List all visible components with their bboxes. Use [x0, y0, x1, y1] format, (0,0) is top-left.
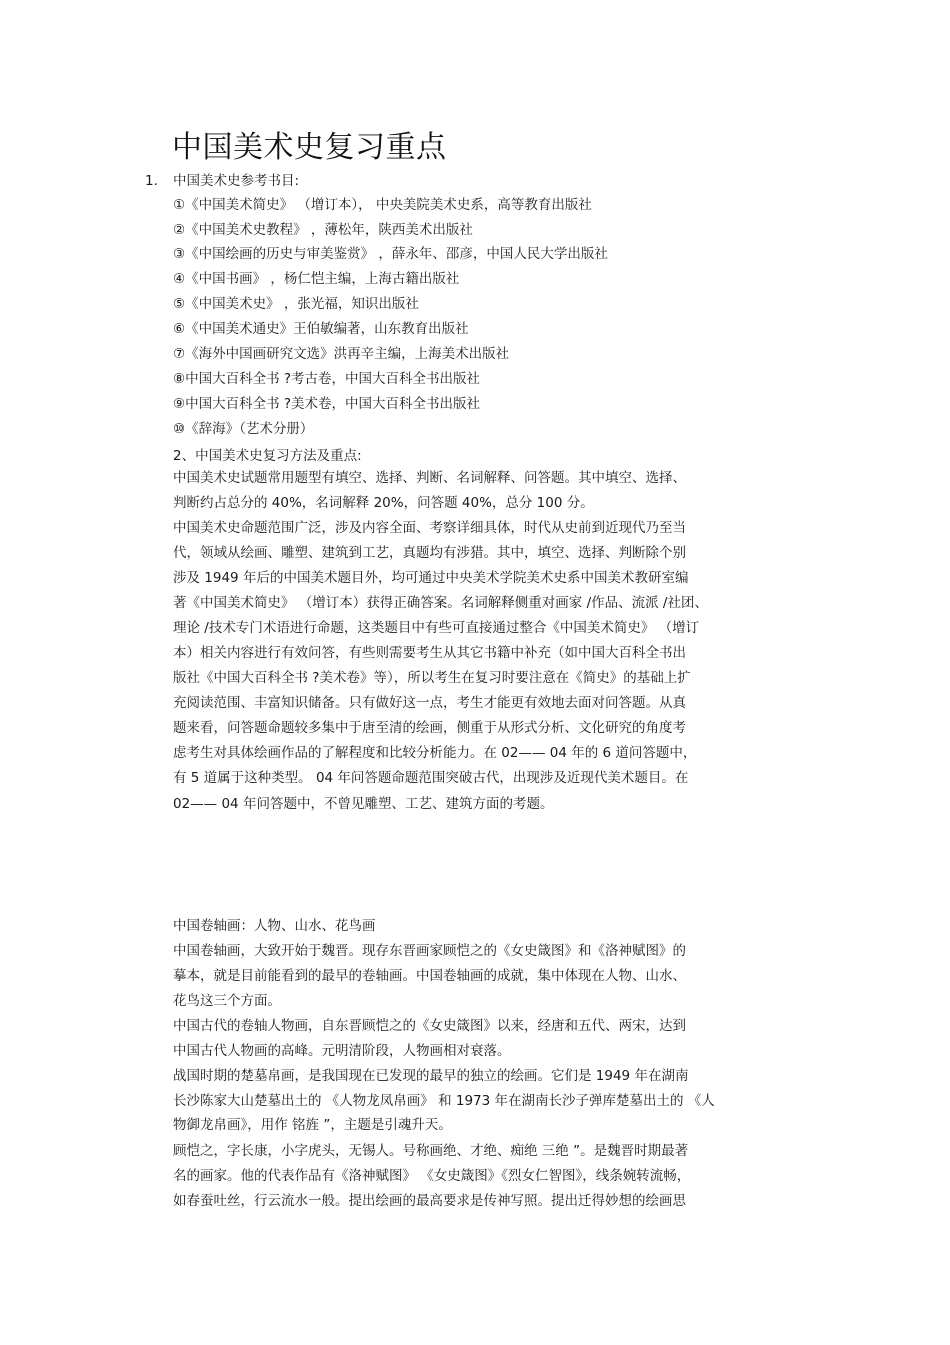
- paragraph-line: 物御龙帛画》，用作 铭旌 ”，主题是引魂升天。: [173, 1117, 452, 1133]
- paragraph-line: 中国美术史命题范围广泛，涉及内容全面、考察详细具体，时代从史前到近现代乃至当: [173, 520, 686, 536]
- paragraph-line: 充阅读范围、丰富知识储备。只有做好这一点，考生才能更有效地去面对问答题。从真: [173, 695, 686, 711]
- section-heading: 中国美术史参考书目:: [173, 173, 300, 189]
- book-item: ⑦《海外中国画研究文选》洪再辛主编，上海美术出版社: [173, 346, 510, 362]
- paragraph-line: 虑考生对具体绘画作品的了解程度和比较分析能力。在 02—— 04 年的 6 道问答题中，: [173, 745, 697, 761]
- paragraph-line: 摹本，就是目前能看到的最早的卷轴画。中国卷轴画的成就，集中体现在人物、山水、: [173, 968, 686, 984]
- paragraph-line: 著《中国美术简史》 （增订本）获得正确答案。名词解释侧重对画家 /作品、流派 /社团、: [173, 595, 708, 611]
- book-item: ⑧中国大百科全书 ?考古卷，中国大百科全书出版社: [173, 371, 481, 387]
- paragraph-line: 名的画家。他的代表作品有《洛神赋图》 《女史箴图》《烈女仁智图》，线条婉转流畅，: [173, 1168, 691, 1184]
- section-heading: 2、中国美术史复习方法及重点:: [173, 448, 362, 464]
- paragraph-line: 代，领域从绘画、雕塑、建筑到工艺，真题均有涉猎。其中，填空、选择、判断除个别: [173, 545, 686, 561]
- section-number: 1.: [145, 173, 158, 189]
- paragraph-line: 中国美术史试题常用题型有填空、选择、判断、名词解释、问答题。其中填空、选择、: [173, 470, 686, 486]
- book-item: ①《中国美术简史》 （增订本）， 中央美院美术史系，高等教育出版社: [173, 197, 592, 213]
- book-item: ⑩《辞海》（艺术分册）: [173, 421, 314, 437]
- paragraph-line: 涉及 1949 年后的中国美术题目外，均可通过中央美术学院美术史系中国美术教研室编: [173, 570, 689, 586]
- paragraph-line: 中国卷轴画，大致开始于魏晋。现存东晋画家顾恺之的《女史箴图》和《洛神赋图》的: [173, 943, 686, 959]
- section-heading: 中国卷轴画：人物、山水、花鸟画: [173, 918, 376, 934]
- book-item: ④《中国书画》 ，杨仁恺主编，上海古籍出版社: [173, 271, 460, 287]
- paragraph-line: 顾恺之，字长康，小字虎头，无锡人。号称画绝、才绝、痴绝 三绝 ”。是魏晋时期最著: [173, 1143, 689, 1159]
- book-item: ⑥《中国美术通史》王伯敏编著，山东教育出版社: [173, 321, 469, 337]
- paragraph-line: 中国古代人物画的高峰。元明清阶段，人物画相对衰落。: [173, 1043, 511, 1059]
- book-item: ⑨中国大百科全书 ?美术卷，中国大百科全书出版社: [173, 396, 481, 412]
- paragraph-line: 理论 /技术专门术语进行命题，这类题目中有些可直接通过整合《中国美术简史》 （增订: [173, 620, 700, 636]
- paragraph-line: 02—— 04 年问答题中，不曾见雕塑、工艺、建筑方面的考题。: [173, 796, 554, 812]
- book-item: ⑤《中国美术史》 ，张光福，知识出版社: [173, 296, 419, 312]
- page-title: 中国美术史复习重点: [172, 130, 447, 165]
- book-item: ③《中国绘画的历史与审美鉴赏》 ，薛永年、邵彦，中国人民大学出版社: [173, 246, 608, 262]
- paragraph-line: 中国古代的卷轴人物画，自东晋顾恺之的《女史箴图》以来，经唐和五代、两宋，达到: [173, 1018, 686, 1034]
- paragraph-line: 有 5 道属于这种类型。 04 年问答题命题范围突破古代，出现涉及近现代美术题目。在: [173, 770, 689, 786]
- paragraph-line: 长沙陈家大山楚墓出土的 《人物龙凤帛画》 和 1973 年在湖南长沙子弹库楚墓出土的 《人: [173, 1093, 715, 1109]
- paragraph-line: 花鸟这三个方面。: [173, 993, 281, 1009]
- paragraph-line: 判断约占总分的 40%，名词解释 20%，问答题 40%，总分 100 分。: [173, 495, 594, 511]
- paragraph-line: 战国时期的楚墓帛画，是我国现在已发现的最早的独立的绘画。它们是 1949 年在湖南: [173, 1068, 689, 1084]
- paragraph-line: 本）相关内容进行有效问答，有些则需要考生从其它书籍中补充（如中国大百科全书出: [173, 645, 686, 661]
- book-item: ②《中国美术史教程》 ，薄松年，陕西美术出版社: [173, 222, 473, 238]
- paragraph-line: 如春蚕吐丝，行云流水一般。提出绘画的最高要求是传神写照。提出迁得妙想的绘画思: [173, 1193, 686, 1209]
- paragraph-line: 版社《中国大百科全书 ?美术卷》等），所以考生在复习时要注意在《简史》的基础上扩: [173, 670, 691, 686]
- paragraph-line: 题来看，问答题命题较多集中于唐至清的绘画，侧重于从形式分析、文化研究的角度考: [173, 720, 686, 736]
